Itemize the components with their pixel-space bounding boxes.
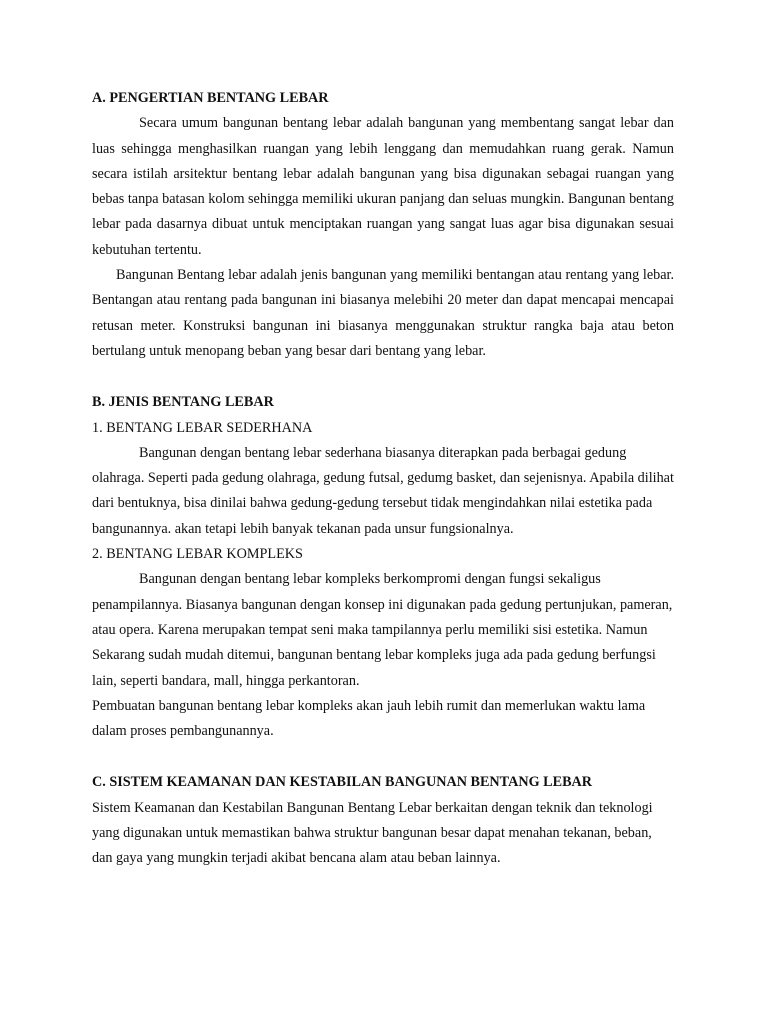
section-a-heading: A. PENGERTIAN BENTANG LEBAR bbox=[92, 90, 329, 106]
section-c-heading: C. SISTEM KEAMANAN DAN KESTABILAN BANGUNAN BENTANG LEBAR bbox=[92, 774, 593, 791]
spacer bbox=[92, 364, 674, 390]
spacer bbox=[92, 744, 674, 770]
section-b-subheading-1: 1. BENTANG LEBAR SEDERHANA bbox=[92, 419, 313, 436]
section-b-subheading-2-paragraph-2: Pembuatan bangunan bentang lebar kompleks akan jauh lebih rumit dan memerlukan waktu lama dalam proses pembangunannya. bbox=[92, 697, 646, 740]
document-page bbox=[92, 86, 674, 872]
section-b-heading: B. JENIS BENTANG LEBAR bbox=[92, 394, 274, 411]
section-b-subheading-2: 2. BENTANG LEBAR KOMPLEKS bbox=[92, 546, 303, 563]
section-b-subheading-1-paragraph: Bangunan dengan bentang lebar sederhana biasanya diterapkan pada berbagai gedung olahraga. Seperti pada gedung olahraga, gedung futsal, gedumg basket, dan sejenisnya. Apabila dilihat dari bentuknya, bisa dinilai bahwa gedung-gedung tersebut tidak mengindahkan nilai estetika pada bangunannya. akan tetapi lebih banyak tekanan pada unsur fungsionalnya. bbox=[92, 444, 674, 537]
section-a-paragraph-2: Bangunan Bentang lebar adalah jenis bangunan yang memiliki bentangan atau rentang yang lebar. Bentangan atau rentang pada bangunan ini biasanya melebihi 20 meter dan dapat mencapai mencapai retusan meter. Konstruksi bangunan ini biasanya menggunakan struktur rangka baja atau beton bertulang untuk menopang beban yang besar dari bentang yang lebar. bbox=[92, 267, 674, 359]
section-b-subheading-2-paragraph: Bangunan dengan bentang lebar kompleks berkompromi dengan fungsi sekaligus penampilannya. Biasanya bangunan dengan konsep ini digunakan pada gedung pertunjukan, pameran, atau opera. Karena merupakan tempat seni maka tampilannya perlu memiliki sisi estetika. Namun Sekarang sudah mudah ditemui, bangunan bentang lebar kompleks juga ada pada gedung berfungsi lain, seperti bandara, mall, hingga perkantoran. bbox=[92, 571, 673, 689]
section-a-paragraph-1: Secara umum bangunan bentang lebar adalah bangunan yang membentang sangat lebar dan luas sehingga menghasilkan ruangan yang lebih lenggang dan memudahkan ruang gerak. Namun secara istilah arsitektur bentang lebar adalah bangunan yang bisa digunakan sebagai ruangan yang bebas tanpa batasan kolom sehingga memiliki ukuran panjang dan seluas mungkin. Bangunan bentang lebar pada dasarnya dibuat untuk menciptakan ruangan yang sangat luas agar bisa digunakan sesuai kebutuhan tertentu. bbox=[92, 115, 674, 258]
section-c-paragraph: Sistem Keamanan dan Kestabilan Bangunan Bentang Lebar berkaitan dengan teknik dan teknologi yang digunakan untuk memastikan bahwa struktur bangunan besar dapat menahan tekanan, beban, dan gaya yang mungkin terjadi akibat bencana alam atau beban lainnya. bbox=[92, 799, 653, 867]
